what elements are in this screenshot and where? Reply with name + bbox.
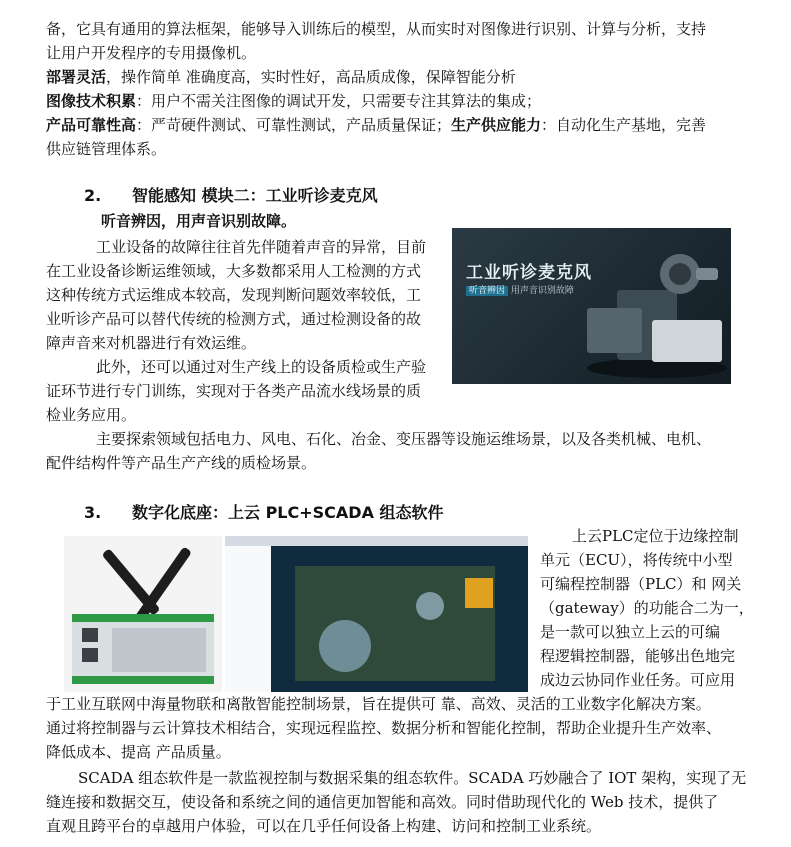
s2-p2-line-3: 检业务应用。: [46, 406, 137, 424]
reliab-text: ：严苛硬件测试、可靠性测试，产品质量保证；: [136, 116, 452, 134]
stethoscope-microphone-image: [452, 228, 731, 384]
supply-text: ：自动化生产基地，完善: [541, 116, 707, 134]
intro-line-1: 备，它具有通用的算法框架，能够导入训练后的模型，从而实时对图像进行识别、计算与分析，支持: [46, 20, 707, 38]
s3-scada-line-2: 缝连接和数据交互，使设备和系统之间的通信更加智能和高效。同时借助现代化的 Web 技术，提供了: [46, 793, 719, 811]
s3-right-line-7: 成边云协同作业任务。可应用: [540, 671, 736, 689]
image-subtitle-tag: 听音辨因: [466, 286, 508, 296]
intro-supply-line-2: 供应链管理体系。: [46, 140, 167, 158]
s2-p1-line-3: 这种传统方式运维成本较高，发现判断问题效率较低，工: [46, 286, 422, 304]
reliab-label: 产品可靠性高: [46, 116, 137, 134]
deploy-label: 部署灵活: [46, 68, 107, 86]
s3-right-line-2: 单元（ECU），将传统中小型: [540, 551, 733, 569]
image-title: 工业听诊麦克风: [466, 263, 592, 283]
deploy-text: ，操作简单 准确度高，实时性好，高品质成像，保障智能分析: [106, 68, 516, 86]
tech-label: 图像技术积累: [46, 92, 137, 110]
s3-right-line-4: （gateway）的功能合二为一，: [540, 599, 754, 617]
s3-full-line-2: 通过将控制器与云计算技术相结合，实现远程监控、数据分析和智能化控制，帮助企业提升生产效率、: [46, 719, 722, 737]
s3-scada-line-3: 直观且跨平台的卓越用户体验，可以在几乎任何设备上构建、访问和控制工业系统。: [46, 817, 602, 835]
intro-line-2: 让用户开发程序的专用摄像机。: [46, 44, 257, 62]
section2-number: 2.: [84, 186, 102, 205]
section3-number: 3.: [84, 503, 102, 522]
s2-p2-line-1: 此外，还可以通过对生产线上的设备质检或生产验: [96, 358, 427, 376]
plc-device-illustration: [64, 536, 222, 692]
section2-subtitle: 听音辨因，用声音识别故障。: [101, 212, 297, 230]
s2-p3-line-1: 主要探索领域包括电力、风电、石化、冶金、变压器等设施运维场景，以及各类机械、电机、: [96, 430, 712, 448]
plc-controller-image: [64, 536, 222, 692]
scada-screen-illustration: [225, 536, 528, 692]
s3-full-line-3: 降低成本、提高 产品质量。: [46, 743, 231, 761]
s2-p1-line-5: 障声音来对机器进行有效运维。: [46, 334, 257, 352]
s3-right-line-6: 程逻辑控制器，能够出色地完: [540, 647, 736, 665]
s2-p3-line-2: 配件结构件等产品生产产线的质检场景。: [46, 454, 317, 472]
image-subtitle-text: 用声音识别故障: [510, 286, 574, 296]
s3-right-line-5: 是一款可以独立上云的可编: [540, 623, 721, 641]
s2-p1-line-1: 工业设备的故障往往首先伴随着声音的异常，目前: [96, 238, 427, 256]
s2-p2-line-2: 证环节进行专门训练，实现对于各类产品流水线场景的质: [46, 382, 422, 400]
section3-title: 数字化底座：上云 PLC+SCADA 组态软件: [132, 503, 444, 522]
intro-deploy-line: [46, 65, 516, 89]
device-illustration: [452, 228, 731, 384]
section2-title: 智能感知 模块二：工业听诊麦克风: [132, 186, 378, 205]
s2-p1-line-4: 业听诊产品可以替代传统的检测方式，通过检测设备的故: [46, 310, 422, 328]
section2-heading: [84, 184, 378, 208]
intro-tech-line: [46, 89, 541, 113]
intro-reliab-line: [46, 113, 706, 137]
supply-label: 生产供应能力: [451, 116, 542, 134]
section3-heading: [84, 501, 444, 525]
s3-full-line-1: 于工业互联网中海量物联和离散智能控制场景，旨在提供可 靠、高效、灵活的工业数字化解决方案。: [46, 695, 711, 713]
s3-scada-line-1: SCADA 组态软件是一款监视控制与数据采集的组态软件。SCADA 巧妙融合了 IOT 架构，实现了无: [78, 769, 747, 787]
s3-right-line-1: 上云PLC定位于边缘控制: [572, 527, 739, 545]
s2-p1-line-2: 在工业设备诊断运维领域，大多数都采用人工检测的方式: [46, 262, 422, 280]
scada-dashboard-image: [225, 536, 528, 692]
tech-text: ：用户不需关注图像的调试开发，只需要专注其算法的集成；: [136, 92, 542, 110]
s3-right-line-3: 可编程控制器（PLC）和 网关: [540, 575, 742, 593]
